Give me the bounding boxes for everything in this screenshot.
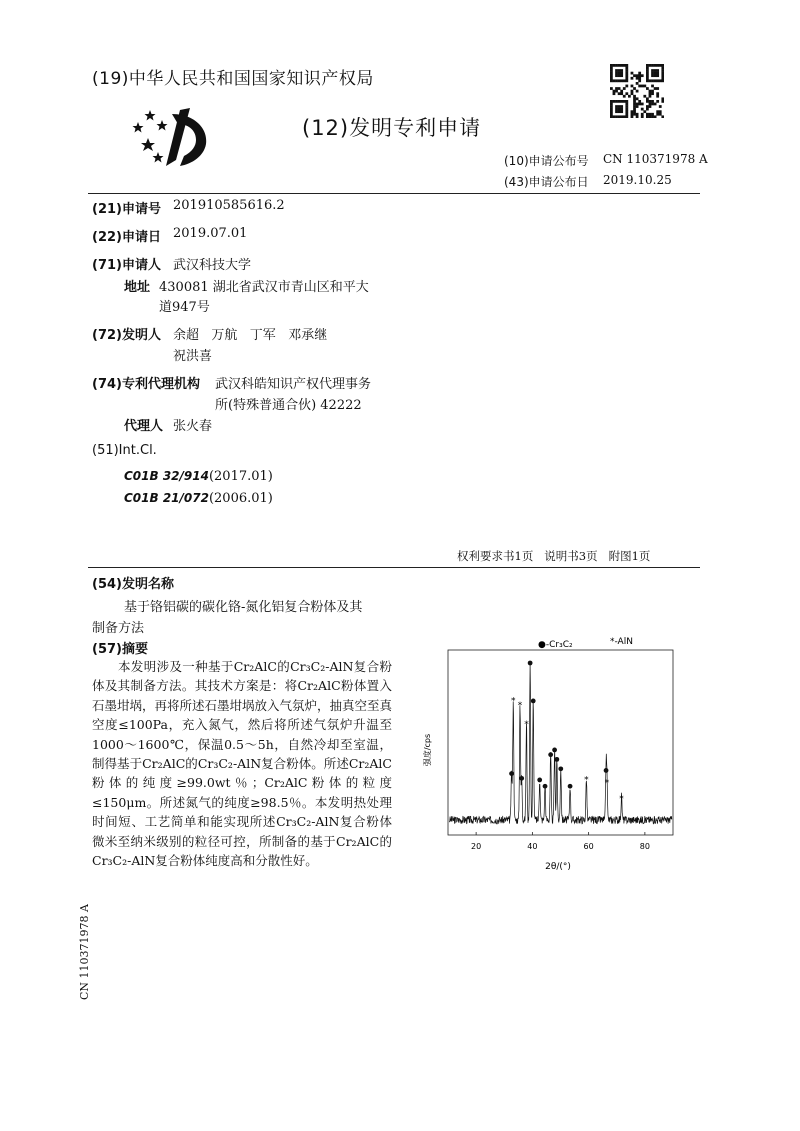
cr3c2-peak-marker (531, 699, 536, 704)
cr3c2-peak-marker (543, 784, 548, 789)
agency-line-1: 武汉科皓知识产权代理事务 (215, 377, 372, 392)
cr3c2-peak-marker (558, 766, 563, 771)
cr3c2-peak-marker (528, 661, 533, 666)
section-divider (88, 567, 700, 568)
abstract-label: (57)摘要 (92, 642, 148, 657)
aln-peak-marker: * (584, 775, 589, 786)
cr3c2-peak-marker (554, 757, 559, 762)
invention-title-line-2: 制备方法 (92, 621, 145, 636)
publication-date-label: (43)申请公布日 (504, 175, 589, 189)
cr3c2-peak-marker (519, 776, 524, 781)
invention-title-label: (54)发明名称 (92, 577, 174, 592)
address-label: 地址 (124, 280, 151, 295)
ipc-entry (124, 487, 273, 506)
x-tick-label: 60 (583, 842, 594, 851)
aln-peak-marker: * (604, 778, 610, 789)
aln-peak-marker: * (517, 701, 523, 712)
address-line-1: 430081 湖北省武汉市青山区和平大 (159, 280, 369, 295)
publication-number: CN 110371978 A (603, 152, 708, 166)
ipc-label: (51)Int.Cl. (92, 443, 157, 458)
aln-peak-marker: * (619, 794, 624, 805)
application-number-label: (21)申请号 (92, 202, 161, 217)
aln-peak-marker: * (524, 720, 529, 731)
xrd-pattern-line (449, 662, 671, 824)
publication-date: 2019.10.25 (603, 173, 672, 187)
agent: 张火春 (173, 419, 213, 434)
x-axis-label: 2θ/(°) (545, 862, 571, 872)
header-divider (88, 193, 700, 194)
side-publication-number: CN 110371978 A (78, 904, 91, 1000)
ipc-code: C01B 32/914 (124, 469, 209, 483)
plot-frame (448, 650, 673, 835)
ipc-version: (2017.01) (208, 469, 273, 484)
office-name: (19)中华人民共和国国家知识产权局 (92, 69, 374, 89)
cr3c2-peak-marker (537, 778, 542, 783)
cr3c2-peak-marker (509, 771, 514, 776)
inventors-line-2: 祝洪喜 (173, 349, 213, 364)
y-axis-label: 强度/cps (423, 733, 432, 767)
cr3c2-peak-marker (604, 768, 609, 773)
legend-aln: *-AlN (610, 637, 633, 647)
applicant: 武汉科技大学 (173, 258, 252, 273)
cnipa-logo (128, 100, 210, 170)
cr3c2-peak-marker (568, 784, 573, 789)
x-tick-label: 40 (527, 842, 538, 851)
ipc-code: C01B 21/072 (124, 491, 209, 505)
cr3c2-peak-marker (548, 752, 553, 757)
applicant-label: (71)申请人 (92, 258, 161, 273)
inventors-label: (72)发明人 (92, 328, 161, 343)
abstract-text: 本发明涉及一种基于Cr₂AlC的Cr₃C₂-AlN复合粉体及其制备方法。其技术方案是：将Cr₂AlC粉体置入石墨坩埚，再将所述石墨坩埚放入气氛炉，抽真空至真空度≤100Pa，充入氮气，然后将所述气氛炉升温至1000～1600℃，保温0.5～5h，自然冷却至室温，制得基于Cr₂AlC的Cr₃C₂-AlN复合粉体。所述Cr₂AlC粉体的纯度≥99.0wt％；Cr₂AlC粉体的粒度≤150μm。所述氮气的纯度≥98.5％。本发明热处理时间短、工艺简单和能实现所述Cr₃C₂-AlN复合粉体微米至纳米级别的粒径可控，所制备的基于Cr₂AlC的Cr₃C₂-AlN复合粉体纯度高和分散性好。 (92, 659, 393, 869)
agency-label: (74)专利代理机构 (92, 377, 200, 392)
document-type: (12)发明专利申请 (302, 116, 482, 140)
agency-line-2: 所(特殊普通合伙) 42222 (215, 398, 362, 413)
x-tick-label: 80 (639, 842, 650, 851)
application-date-label: (22)申请日 (92, 230, 161, 245)
page-counts: 权利要求书1页 说明书3页 附图1页 (457, 549, 651, 563)
legend-cr3c2: ●-Cr₃C₂ (538, 640, 573, 650)
aln-peak-marker: * (511, 696, 516, 707)
application-date: 2019.07.01 (173, 226, 248, 241)
address-line-2: 道947号 (159, 300, 210, 315)
publication-number-label: (10)申请公布号 (504, 154, 589, 168)
xrd-chart (418, 630, 688, 880)
inventors-line-1: 余超 万航 丁军 邓承继 (173, 328, 328, 343)
cr3c2-peak-marker (552, 748, 557, 753)
x-tick-label: 20 (471, 842, 482, 851)
invention-title-line-1: 基于铬铝碳的碳化铬-氮化铝复合粉体及其 (124, 600, 363, 615)
qr-code (610, 64, 664, 118)
application-number: 201910585616.2 (173, 198, 285, 213)
ipc-version: (2006.01) (208, 491, 273, 506)
agent-label: 代理人 (124, 419, 164, 434)
ipc-entry (124, 465, 273, 484)
